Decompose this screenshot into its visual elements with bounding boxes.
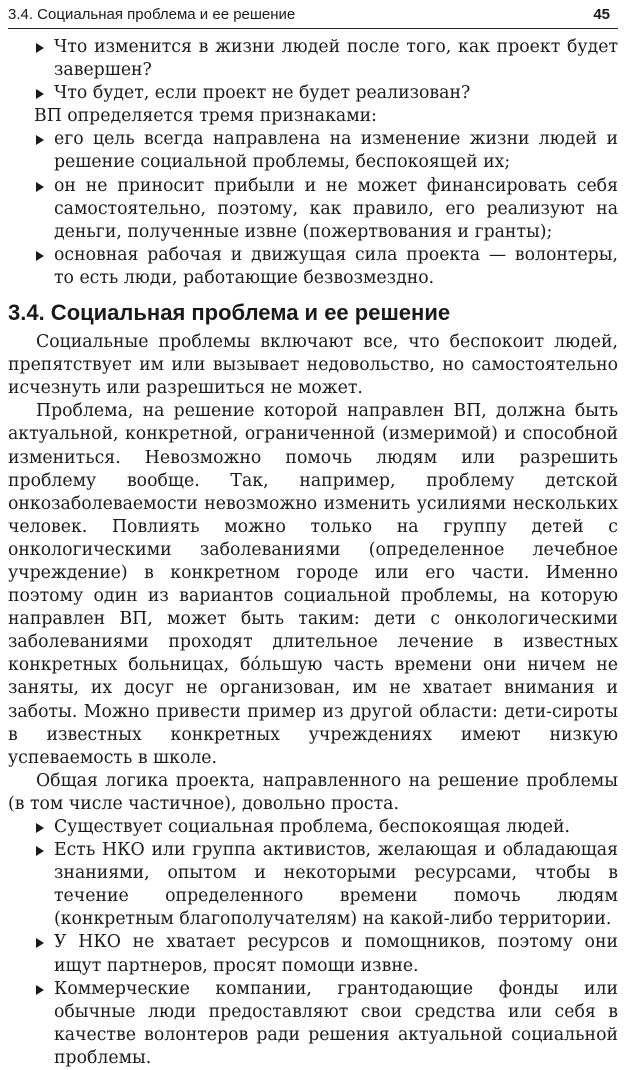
list-item: его цель всегда направлена на изменение жизни людей и решение социальной проблемы, беспокоящей их; xyxy=(8,128,618,174)
logic-list xyxy=(8,816,618,1070)
vp-intro: ВП определяется тремя признаками: xyxy=(34,106,378,127)
list-item: Что будет, если проект не будет реализован? xyxy=(8,82,618,105)
list-item: У НКО не хватает ресурсов и помощников, поэтому они ищут партнеров, просят помощи извне. xyxy=(8,931,618,977)
running-header xyxy=(8,0,618,29)
questions-list xyxy=(8,36,618,105)
paragraph: Социальные проблемы включают все, что беспокоит людей, препятствует им или вызывает недовольство, но самостоятельно исчезнуть или разрешиться не может. xyxy=(8,332,618,399)
list-item: Что изменится в жизни людей после того, как проект будет завершен? xyxy=(8,36,618,82)
vp-features-list xyxy=(8,128,618,290)
list-item: Есть НКО или группа активистов, желающая и обладающая знаниями, опытом и некоторыми ресурсами, чтобы в течение определенного времени помочь людям (конкретным благополучателям) на какой-либо территории. xyxy=(8,839,618,931)
paragraph: Проблема, на решение которой направлен ВП, должна быть актуальной, конкретной, ограниченной (измеримой) и способной измениться. Невозможно помочь людям или разрешить проблему вообще. Так, например, проблему детской онкозаболеваемости невозможно изменить усилиями нескольких человек. Повлиять можно только на группу детей с онкологическими заболеваниями (определенное лечебное учреждение) в конкретном городе или его части. Именно поэтому один из вариантов социальной проблемы, на которую направлен ВП, может быть таким: дети с онкологическими заболеваниями проходят длительное лечение в известных конкретных больницах, бóльшую часть времени они ничем не заняты, их досуг не организован, им не хватает внимания и заботы. Можно привести пример из другой области: дети-сироты в известных конкретных учреждениях имеют низкую успеваемость в школе. xyxy=(8,401,618,768)
list-item: основная рабочая и движущая сила проекта — волонтеры, то есть люди, работающие безвозмездно. xyxy=(8,244,618,290)
list-item: Существует социальная проблема, беспокоящая людей. xyxy=(8,816,618,839)
page-body xyxy=(8,36,618,1070)
list-item: Коммерческие компании, грантодающие фонды или обычные люди предоставляют свои средства или себя в качестве волонтеров ради решения актуальной социальной проблемы. xyxy=(8,978,618,1070)
list-item: он не приносит прибыли и не может финансировать себя самостоятельно, поэтому, как правило, его реализуют на деньги, полученные извне (пожертвования и гранты); xyxy=(8,175,618,244)
running-title: 3.4. Социальная проблема и ее решение xyxy=(8,6,296,23)
section-heading: 3.4. Социальная проблема и ее решение xyxy=(8,300,451,326)
page-number: 45 xyxy=(593,6,610,23)
paragraph: Общая логика проекта, направленного на решение проблемы (в том числе частичное), довольно проста. xyxy=(8,770,618,814)
